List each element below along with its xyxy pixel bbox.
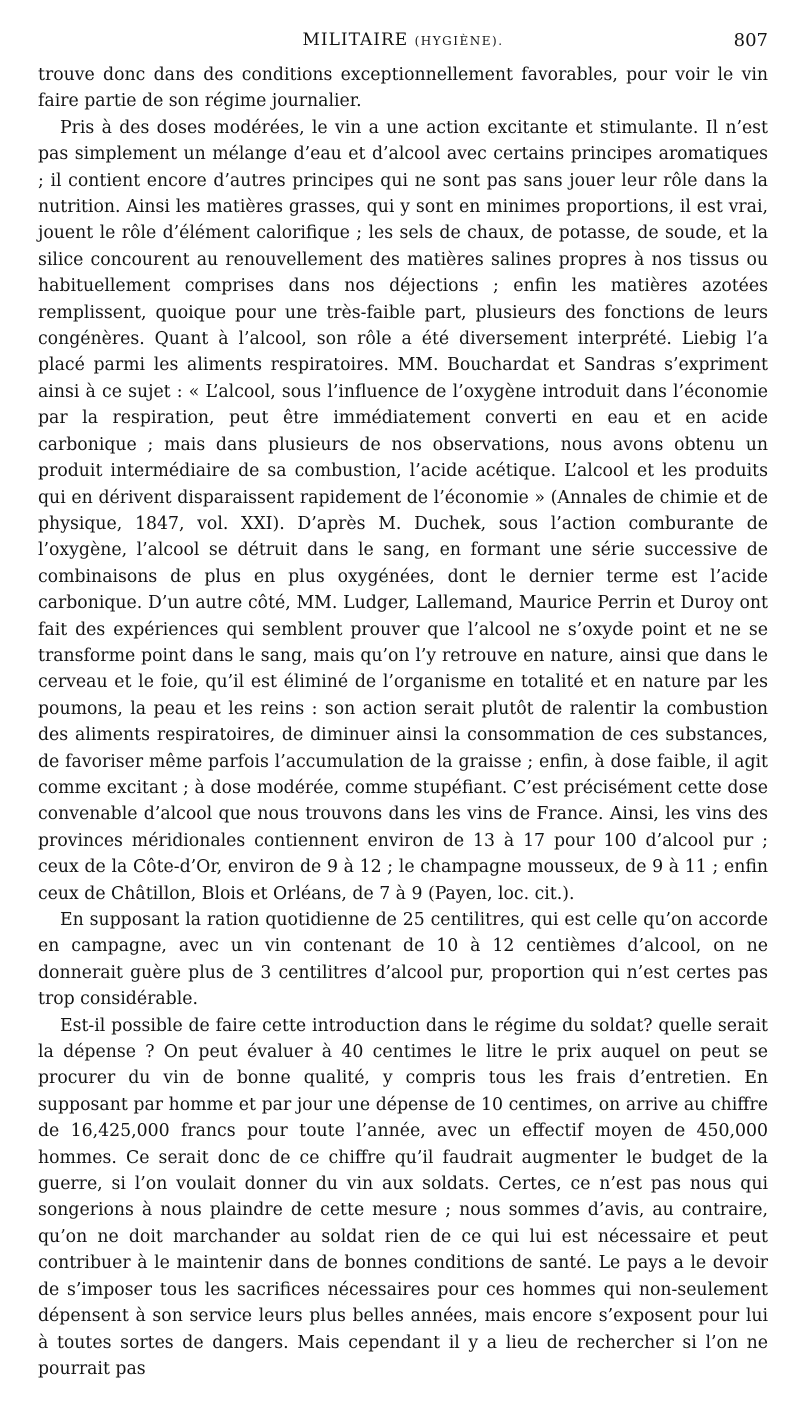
paragraph-daily-ration: En supposant la ration quotidienne de 25 centilitres, qui est celle qu’on accorde en campagne, avec un vin contenant de 10 à 12 centièmes d’alcool, on ne donnerait guère plus de 3 centilitres d’alcool pur, proportion qui n’est certes pas trop considérable. <box>38 910 768 1010</box>
body-text <box>38 62 768 1382</box>
running-title-main: MILITAIRE <box>302 30 409 50</box>
running-head <box>38 28 768 62</box>
paragraph-continuation: trouve donc dans des conditions exceptionnellement favorables, pour voir le vin faire partie de son régime journalier. <box>38 65 768 112</box>
book-page <box>38 28 768 1382</box>
running-title <box>38 30 768 50</box>
paragraph-wine-action: Pris à des doses modérées, le vin a une action excitante et stimulante. Il n’est pas simplement un mélange d’eau et d’alcool avec certains principes aromatiques ; il contient encore d’autres principes qui ne sont pas sans jouer leur rôle dans la nutrition. Ainsi les matières grasses, qui y sont en minimes proportions, il est vrai, jouent le rôle d’élément calorifique ; les sels de chaux, de potasse, de soude, et la silice concourent au renouvellement des matières salines propres à nos tissus ou habituellement comprises dans nos déjections ; enfin les matières azotées remplissent, quoique pour une très-faible part, plusieurs des fonctions de leurs congénères. Quant à l’alcool, son rôle a été diversement interprété. Liebig l’a placé parmi les aliments respiratoires. MM. Bouchardat et Sandras s’expriment ainsi à ce sujet : « L’alcool, sous l’influence de l’oxygène introduit dans l’économie par la respiration, peut être immédiatement converti en eau et en acide carbonique ; mais dans plusieurs de nos observations, nous avons obtenu un produit intermédiaire de sa combustion, l’acide acétique. L’alcool et les produits qui en dérivent disparaissent rapidement de l’économie » (Annales de chimie et de physique, 1847, vol. XXI). D’après M. Duchek, sous l’action comburante de l’oxygène, l’alcool se détruit dans le sang, en formant une série successive de combinaisons de plus en plus oxygénées, dont le dernier terme est l’acide carbonique. D’un autre côté, MM. Ludger, Lallemand, Maurice Perrin et Duroy ont fait des expériences qui semblent prouver que l’alcool ne s’oxyde point et ne se transforme point dans le sang, mais qu’on l’y retrouve en nature, ainsi que dans le cerveau et le foie, qu’il est éliminé de l’organisme en totalité et en nature par les poumons, la peau et les reins : son action serait plutôt de ralentir la combustion des aliments respiratoires, de diminuer ainsi la consommation de ces substances, de favoriser même parfois l’accumulation de la graisse ; enfin, à dose faible, il agit comme excitant ; à dose modérée, comme stupéfiant. C’est précisément cette dose convenable d’alcool que nous trouvons dans les vins de France. Ainsi, les vins des provinces méridionales contiennent environ de 13 à 17 pour 100 d’alcool pur ; ceux de la Côte-d’Or, environ de 9 à 12 ; le champagne mousseux, de 9 à 11 ; enfin ceux de Châtillon, Blois et Orléans, de 7 à 9 (Payen, loc. cit.). <box>38 117 768 904</box>
running-title-subtitle: (HYGIÈNE). <box>414 34 504 48</box>
page-number: 807 <box>733 30 768 51</box>
paragraph-cost: Est-il possible de faire cette introduction dans le régime du soldat? quelle serait la dépense ? On peut évaluer à 40 centimes le litre le prix auquel on peut se procurer du vin de bonne qualité, y compris tous les frais d’entretien. En supposant par homme et par jour une dépense de 10 centimes, on arrive au chiffre de 16,425,000 francs pour toute l’année, avec un effectif moyen de 450,000 hommes. Ce serait donc de ce chiffre qu’il faudrait augmenter le budget de la guerre, si l’on voulait donner du vin aux soldats. Certes, ce n’est pas nous qui songerions à nous plaindre de cette mesure ; nous sommes d’avis, au contraire, qu’on ne doit marchander au soldat rien de ce qui lui est nécessaire et peut contribuer à le maintenir dans de bonnes conditions de santé. Le pays a le devoir de s’imposer tous les sacrifices nécessaires pour ces hommes qui non-seulement dépensent à son service leurs plus belles années, mais encore s’exposent pour lui à toutes sortes de dangers. Mais cependant il y a lieu de rechercher si l’on ne pourrait pas <box>38 1015 768 1379</box>
